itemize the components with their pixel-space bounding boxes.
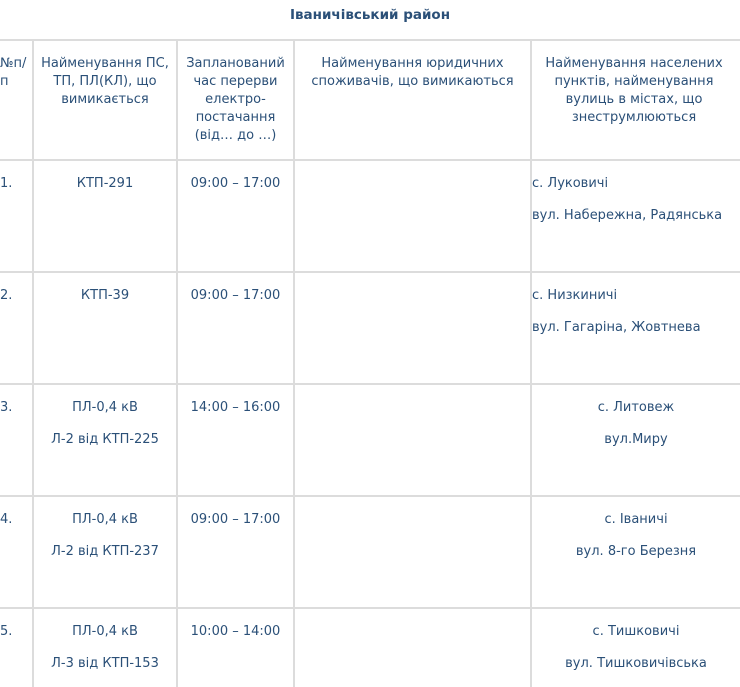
row-time: 14:00 – 16:00 [190,400,281,415]
table-top-border [0,39,740,41]
header-localities: Найменування населених пунктів, найменування вулиць в містах, що знеструмлюються [545,56,723,125]
row-num: 1. [0,176,13,191]
header-time: Запланований час перерви електро-постачання (від… до …) [186,56,285,143]
row-streets: вул. Гагаріна, Жовтнева [532,320,701,335]
row-object-line: Л-3 від КТП-153 [51,656,159,671]
row-object: ПЛ-0,4 кВ [72,624,138,639]
header-num-text: №п/п [0,56,27,89]
row-streets: вул. Тишковичівська [565,656,707,671]
row-locality: с. Тишковичі [592,624,680,639]
col-divider [32,40,34,687]
row-object-line: Л-2 від КТП-225 [51,432,159,447]
col-divider [530,40,532,687]
row-num: 5. [0,624,13,639]
row-locality: с. Іваничі [604,512,668,527]
row-streets: вул. Набережна, Радянська [532,208,723,223]
row-time: 09:00 – 17:00 [190,288,281,303]
row-locality: с. Литовеж [597,400,675,415]
col-divider [176,40,178,687]
row-time: 09:00 – 17:00 [190,176,281,191]
row-num: 4. [0,512,13,527]
row-object: ПЛ-0,4 кВ [72,400,138,415]
district-title: Іваничівський район [289,7,451,23]
row-streets: вул. 8-го Березня [575,544,697,559]
row-divider [0,607,740,609]
row-divider [0,159,740,161]
row-locality: с. Луковичі [532,176,609,191]
row-time: 10:00 – 14:00 [190,624,281,639]
col-divider [293,40,295,687]
row-divider [0,495,740,497]
header-num [0,55,32,91]
row-object: ПЛ-0,4 кВ [72,512,138,527]
header-object: Найменування ПС, ТП, ПЛ(КЛ), що вимикається [41,56,169,107]
row-object: КТП-291 [76,176,134,191]
row-num: 3. [0,400,13,415]
row-time: 09:00 – 17:00 [190,512,281,527]
header-consumers: Найменування юридичних споживачів, що вимикаються [311,56,514,89]
row-object-line: Л-2 від КТП-237 [51,544,159,559]
row-divider [0,271,740,273]
row-divider [0,383,740,385]
row-object: КТП-39 [80,288,130,303]
row-streets: вул.Миру [604,432,668,447]
row-num: 2. [0,288,13,303]
row-locality: с. Низкиничі [532,288,618,303]
